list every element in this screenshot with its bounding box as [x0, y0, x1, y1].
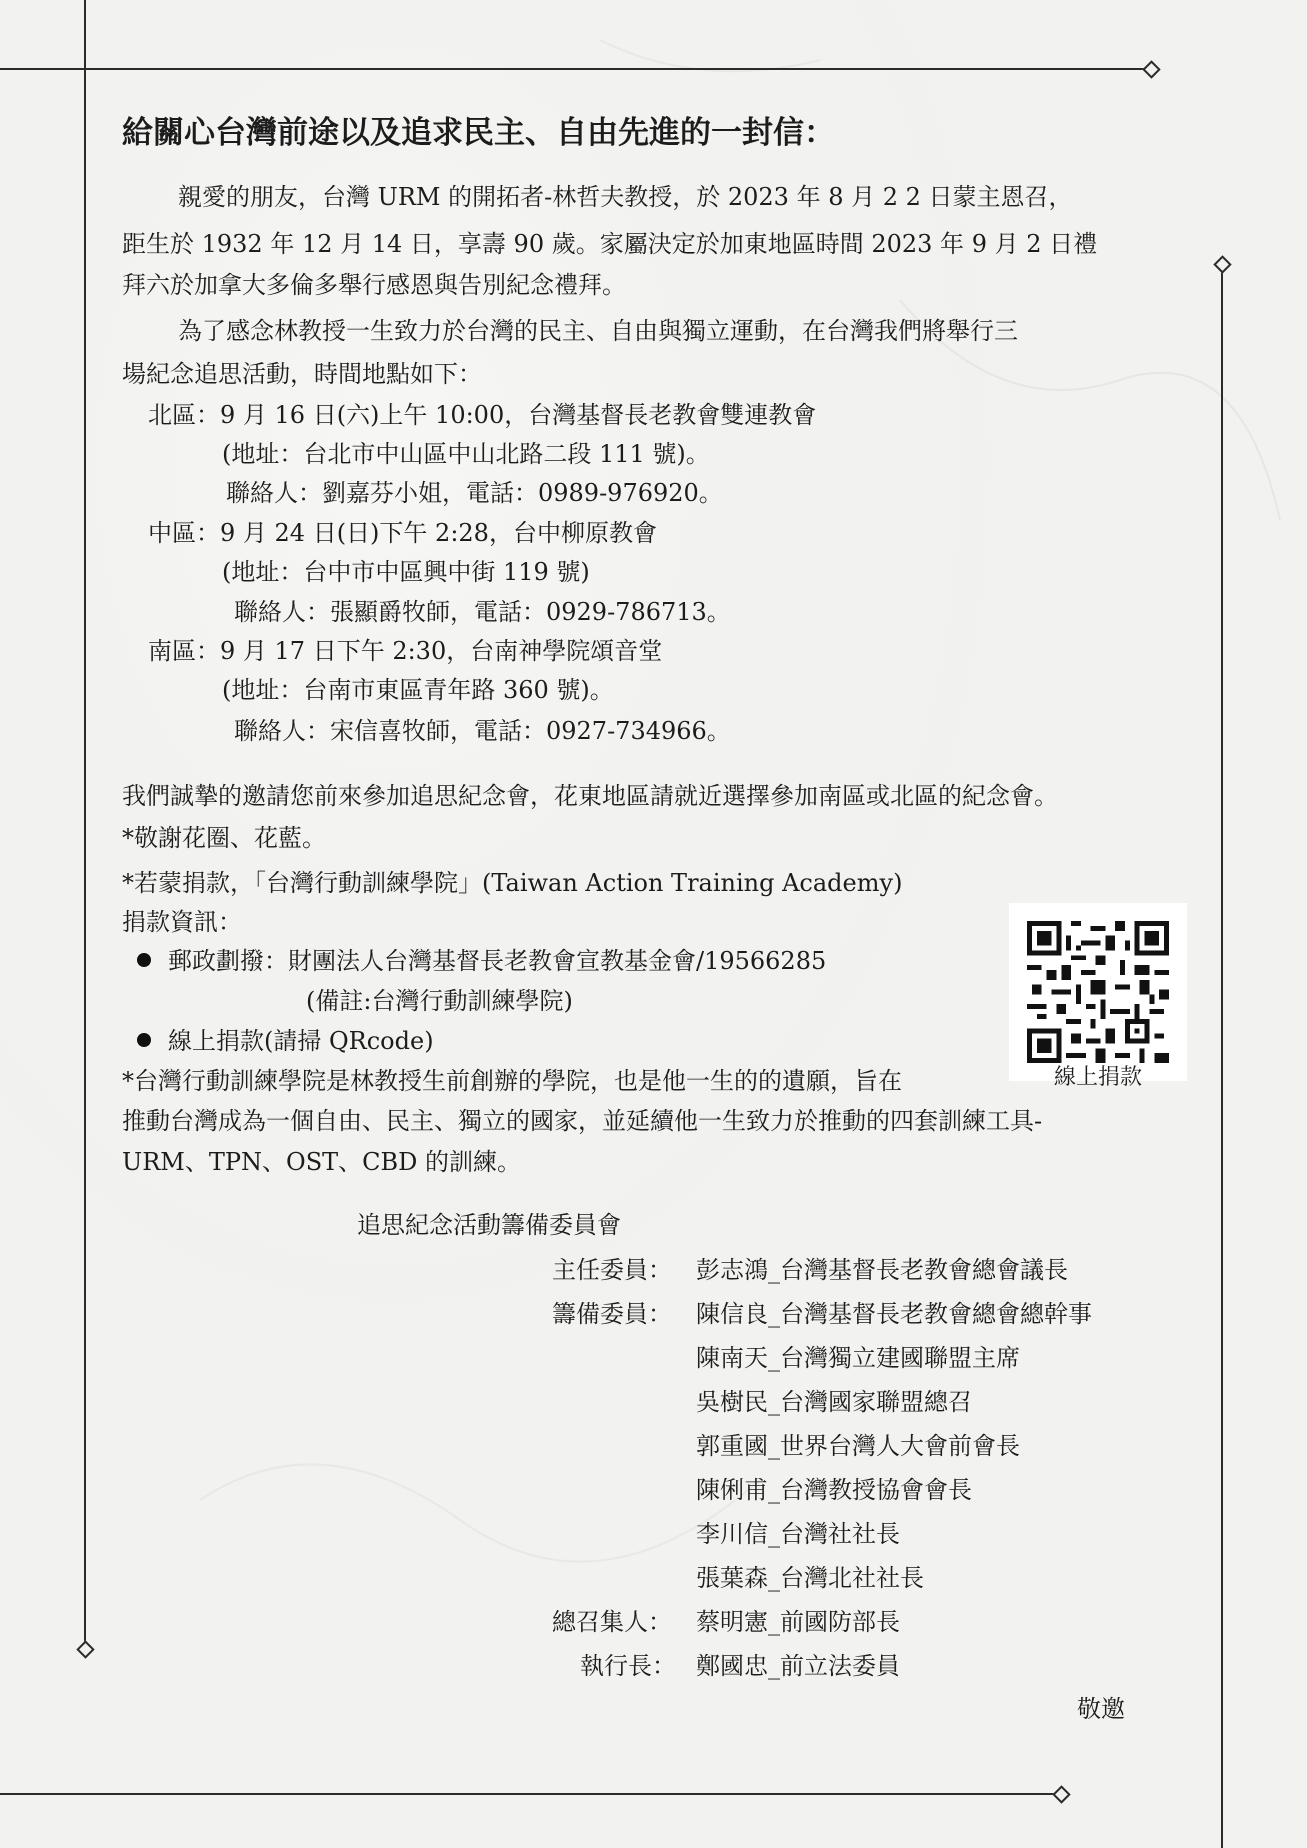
qr-caption: 線上捐款	[1053, 1065, 1142, 1090]
committee-member: 陳南天_台灣獨立建國聯盟主席	[696, 1344, 1020, 1372]
donation-info-label: 捐款資訊：	[122, 908, 242, 936]
bullet-icon	[137, 953, 151, 967]
academy-note-line: URM、TPN、OST、CBD 的訓練。	[122, 1148, 522, 1176]
event-south-contact: 聯絡人：宋信喜牧師，電話：0927-734966。	[234, 717, 731, 745]
chair-label: 主任委員：	[552, 1256, 672, 1284]
committee-member: 張葉森_台灣北社社長	[696, 1564, 924, 1592]
committee-member: 吳樹民_台灣國家聯盟總召	[696, 1388, 972, 1416]
chair-name: 彭志鴻_台灣基督長老教會總會議長	[696, 1256, 1068, 1284]
bullet-icon	[137, 1033, 151, 1047]
convener-label: 總召集人：	[552, 1608, 672, 1636]
event-south: 南區：9 月 17 日下午 2:30，台南神學院頌音堂	[148, 637, 663, 665]
event-central-contact: 聯絡人：張顯爵牧師，電話：0929-786713。	[234, 598, 731, 626]
intro-line: 場紀念追思活動，時間地點如下：	[122, 360, 482, 388]
intro-line: 拜六於加拿大多倫多舉行感恩與告別紀念禮拜。	[122, 271, 626, 299]
committee-member: 陳俐甫_台灣教授協會會長	[696, 1476, 972, 1504]
members-label: 籌備委員：	[552, 1300, 672, 1328]
event-north-contact: 聯絡人：劉嘉芬小姐，電話：0989-976920。	[226, 479, 723, 507]
event-north-address: (地址：台北市中山區中山北路二段 111 號)。	[222, 440, 710, 468]
intro-line: 親愛的朋友，台灣 URM 的開拓者-林哲夫教授，於 2023 年 8 月 2 2 日蒙主恩召，	[178, 183, 1073, 211]
donation-online: 線上捐款(請掃 QRcode)	[168, 1027, 434, 1055]
letter-title: 給關心台灣前途以及追求民主、自由先進的一封信：	[122, 115, 835, 151]
event-south-address: (地址：台南市東區青年路 360 號)。	[222, 676, 614, 704]
no-flowers-note: *敬謝花圈、花藍。	[122, 824, 326, 852]
donation-qr-code[interactable]	[1009, 903, 1187, 1090]
committee-member: 陳信良_台灣基督長老教會總會總幹事	[696, 1300, 1092, 1328]
academy-note-line: 推動台灣成為一個自由、民主、獨立的國家，並延續他一生致力於推動的四套訓練工具-	[122, 1107, 1043, 1135]
committee-member: 郭重國_世界台灣人大會前會長	[696, 1432, 1020, 1460]
executive-name: 鄭國忠_前立法委員	[696, 1652, 900, 1680]
invite-text: 我們誠摯的邀請您前來參加追思紀念會，花東地區請就近選擇參加南區或北區的紀念會。	[122, 782, 1058, 810]
closing-text: 敬邀	[1077, 1695, 1125, 1723]
donation-note: *若蒙捐款，「台灣行動訓練學院」(Taiwan Action Training Academy)	[122, 869, 903, 897]
donation-postal-note: (備註:台灣行動訓練學院)	[306, 987, 573, 1015]
intro-line: 為了感念林教授一生致力於台灣的民主、自由與獨立運動，在台灣我們將舉行三	[178, 317, 1018, 345]
intro-line: 距生於 1932 年 12 月 14 日，享壽 90 歲。家屬決定於加東地區時間 2023 年 9 月 2 日禮	[122, 230, 1098, 258]
donation-postal: 郵政劃撥：財團法人台灣基督長老教會宣教基金會/19566285	[168, 947, 827, 975]
event-central-address: (地址：台中市中區興中街 119 號)	[222, 558, 590, 586]
academy-note-line: *台灣行動訓練學院是林教授生前創辦的學院，也是他一生的的遺願，旨在	[122, 1067, 902, 1095]
event-north: 北區：9 月 16 日(六)上午 10:00，台灣基督長老教會雙連教會	[148, 401, 817, 429]
executive-label: 執行長：	[580, 1652, 676, 1680]
qr-code-icon	[1027, 921, 1169, 1063]
convener-name: 蔡明憲_前國防部長	[696, 1608, 900, 1636]
committee-member: 李川信_台灣社社長	[696, 1520, 900, 1548]
event-central: 中區：9 月 24 日(日)下午 2:28，台中柳原教會	[148, 519, 657, 547]
committee-name: 追思紀念活動籌備委員會	[357, 1211, 621, 1239]
